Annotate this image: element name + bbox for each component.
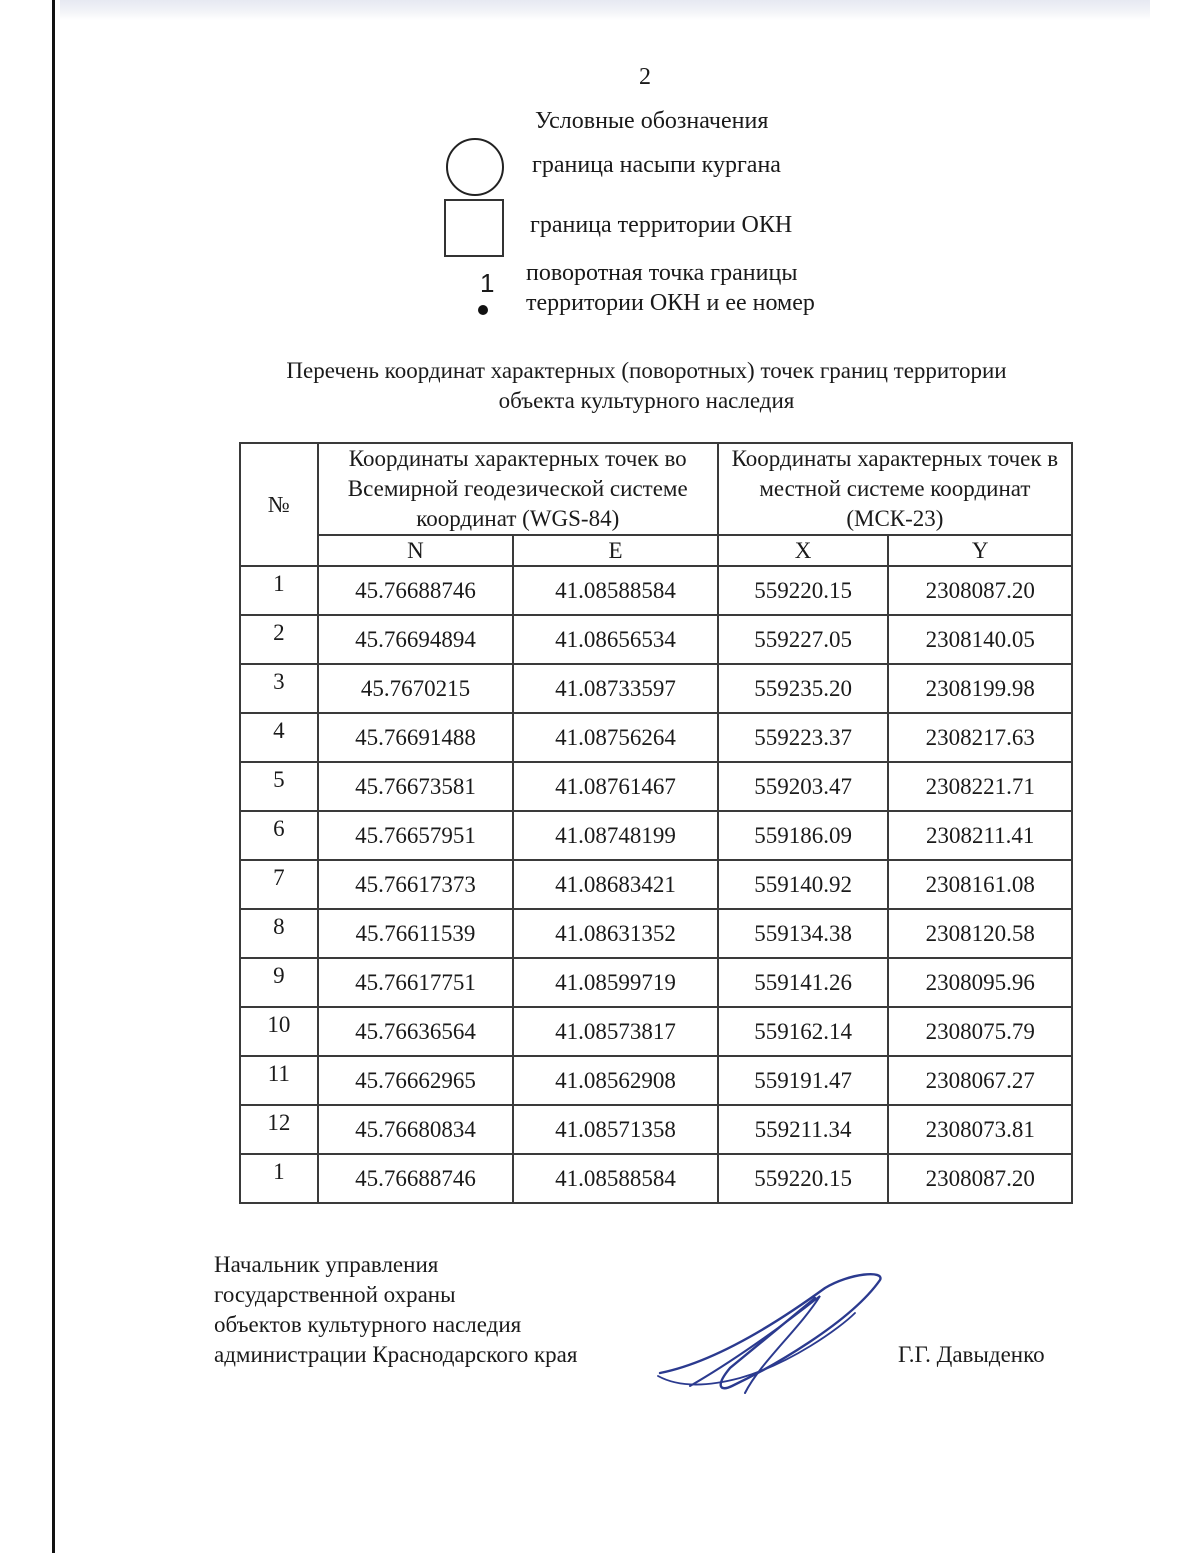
turning-point-icon (478, 305, 488, 315)
table-row (240, 762, 1072, 811)
table-row (240, 664, 1072, 713)
cell-number: 1 (240, 1154, 318, 1203)
cell-y: 2308211.41 (888, 811, 1072, 860)
header-number: № (240, 443, 318, 566)
cell-e: 41.08571358 (513, 1105, 718, 1154)
cell-n: 45.76636564 (318, 1007, 514, 1056)
cell-n: 45.76688746 (318, 1154, 514, 1203)
cell-n: 45.76680834 (318, 1105, 514, 1154)
cell-x: 559191.47 (718, 1056, 889, 1105)
table-body (240, 566, 1072, 1203)
position-line: администрации Краснодарского края (214, 1342, 578, 1367)
header-x: X (718, 535, 889, 566)
cell-number: 4 (240, 713, 318, 762)
cell-e: 41.08588584 (513, 1154, 718, 1203)
signature-stroke (660, 1274, 880, 1388)
cell-x: 559223.37 (718, 713, 889, 762)
cell-number: 5 (240, 762, 318, 811)
cell-y: 2308217.63 (888, 713, 1072, 762)
table-row (240, 566, 1072, 615)
list-title (0, 356, 1200, 416)
cell-x: 559235.20 (718, 664, 889, 713)
table-row (240, 811, 1072, 860)
cell-e: 41.08761467 (513, 762, 718, 811)
table-row (240, 1105, 1072, 1154)
point-number-marker: 1 (480, 268, 495, 298)
cell-n: 45.76688746 (318, 566, 514, 615)
cell-e: 41.08656534 (513, 615, 718, 664)
signatory-name: Г.Г. Давыденко (898, 1342, 1045, 1367)
table-row (240, 958, 1072, 1007)
cell-x: 559186.09 (718, 811, 889, 860)
cell-y: 2308067.27 (888, 1056, 1072, 1105)
cell-y: 2308075.79 (888, 1007, 1072, 1056)
cell-n: 45.76691488 (318, 713, 514, 762)
cell-e: 41.08562908 (513, 1056, 718, 1105)
cell-y: 2308087.20 (888, 1154, 1072, 1203)
header-n: N (318, 535, 514, 566)
cell-e: 41.08588584 (513, 566, 718, 615)
cell-y: 2308073.81 (888, 1105, 1072, 1154)
table-row (240, 1056, 1072, 1105)
header-msk23: Координаты характерных точек в местной системе координат (МСК-23) (718, 443, 1072, 535)
table-row (240, 615, 1072, 664)
cell-y: 2308221.71 (888, 762, 1072, 811)
cell-n: 45.76662965 (318, 1056, 514, 1105)
coordinates-table (239, 442, 1073, 1204)
cell-number: 2 (240, 615, 318, 664)
page-left-edge (52, 0, 55, 1553)
cell-e: 41.08733597 (513, 664, 718, 713)
position-line: объектов культурного наследия (214, 1312, 522, 1337)
header-e: E (513, 535, 718, 566)
cell-n: 45.76694894 (318, 615, 514, 664)
cell-x: 559140.92 (718, 860, 889, 909)
cell-number: 3 (240, 664, 318, 713)
signatory-position (214, 1250, 577, 1370)
position-line: Начальник управления (214, 1252, 439, 1277)
table-row (240, 1154, 1072, 1203)
cell-n: 45.76657951 (318, 811, 514, 860)
cell-e: 41.08683421 (513, 860, 718, 909)
handwritten-signature (650, 1268, 890, 1398)
legend-label-territory-boundary: граница территории ОКН (530, 212, 793, 238)
cell-number: 8 (240, 909, 318, 958)
cell-x: 559220.15 (718, 566, 889, 615)
cell-n: 45.76617373 (318, 860, 514, 909)
cell-x: 559227.05 (718, 615, 889, 664)
legend-title: Условные обозначения (535, 108, 769, 134)
cell-y: 2308120.58 (888, 909, 1072, 958)
cell-e: 41.08756264 (513, 713, 718, 762)
position-line: государственной охраны (214, 1282, 456, 1307)
cell-number: 1 (240, 566, 318, 615)
cell-n: 45.7670215 (318, 664, 514, 713)
table-row (240, 909, 1072, 958)
cell-e: 41.08631352 (513, 909, 718, 958)
scan-top-band (60, 0, 1150, 20)
cell-n: 45.76617751 (318, 958, 514, 1007)
cell-n: 45.76611539 (318, 909, 514, 958)
cell-number: 7 (240, 860, 318, 909)
signature-stroke (690, 1296, 820, 1393)
cell-y: 2308161.08 (888, 860, 1072, 909)
cell-x: 559211.34 (718, 1105, 889, 1154)
cell-e: 41.08599719 (513, 958, 718, 1007)
legend-label-mound-boundary: граница насыпи кургана (532, 152, 781, 178)
table-row (240, 860, 1072, 909)
table-row (240, 713, 1072, 762)
cell-number: 6 (240, 811, 318, 860)
cell-y: 2308087.20 (888, 566, 1072, 615)
cell-e: 41.08573817 (513, 1007, 718, 1056)
list-title-line2: объекта культурного наследия (498, 388, 795, 413)
header-wgs84: Координаты характерных точек во Всемирной геодезической системе координат (WGS-84) (318, 443, 718, 535)
cell-e: 41.08748199 (513, 811, 718, 860)
circle-outline-icon (446, 138, 504, 196)
cell-x: 559134.38 (718, 909, 889, 958)
legend-label-turning-point-line2: территории ОКН и ее номер (526, 290, 815, 316)
cell-n: 45.76673581 (318, 762, 514, 811)
square-outline-icon (444, 199, 504, 257)
cell-y: 2308199.98 (888, 664, 1072, 713)
cell-x: 559220.15 (718, 1154, 889, 1203)
page-number: 2 (639, 64, 651, 90)
cell-number: 9 (240, 958, 318, 1007)
cell-x: 559162.14 (718, 1007, 889, 1056)
cell-x: 559203.47 (718, 762, 889, 811)
cell-number: 10 (240, 1007, 318, 1056)
cell-number: 11 (240, 1056, 318, 1105)
cell-y: 2308095.96 (888, 958, 1072, 1007)
legend-label-turning-point-line1: поворотная точка границы (526, 260, 798, 286)
cell-number: 12 (240, 1105, 318, 1154)
list-title-line1: Перечень координат характерных (поворотных) точек границ территории (286, 358, 1007, 383)
table-row (240, 1007, 1072, 1056)
header-y: Y (888, 535, 1072, 566)
cell-x: 559141.26 (718, 958, 889, 1007)
cell-y: 2308140.05 (888, 615, 1072, 664)
